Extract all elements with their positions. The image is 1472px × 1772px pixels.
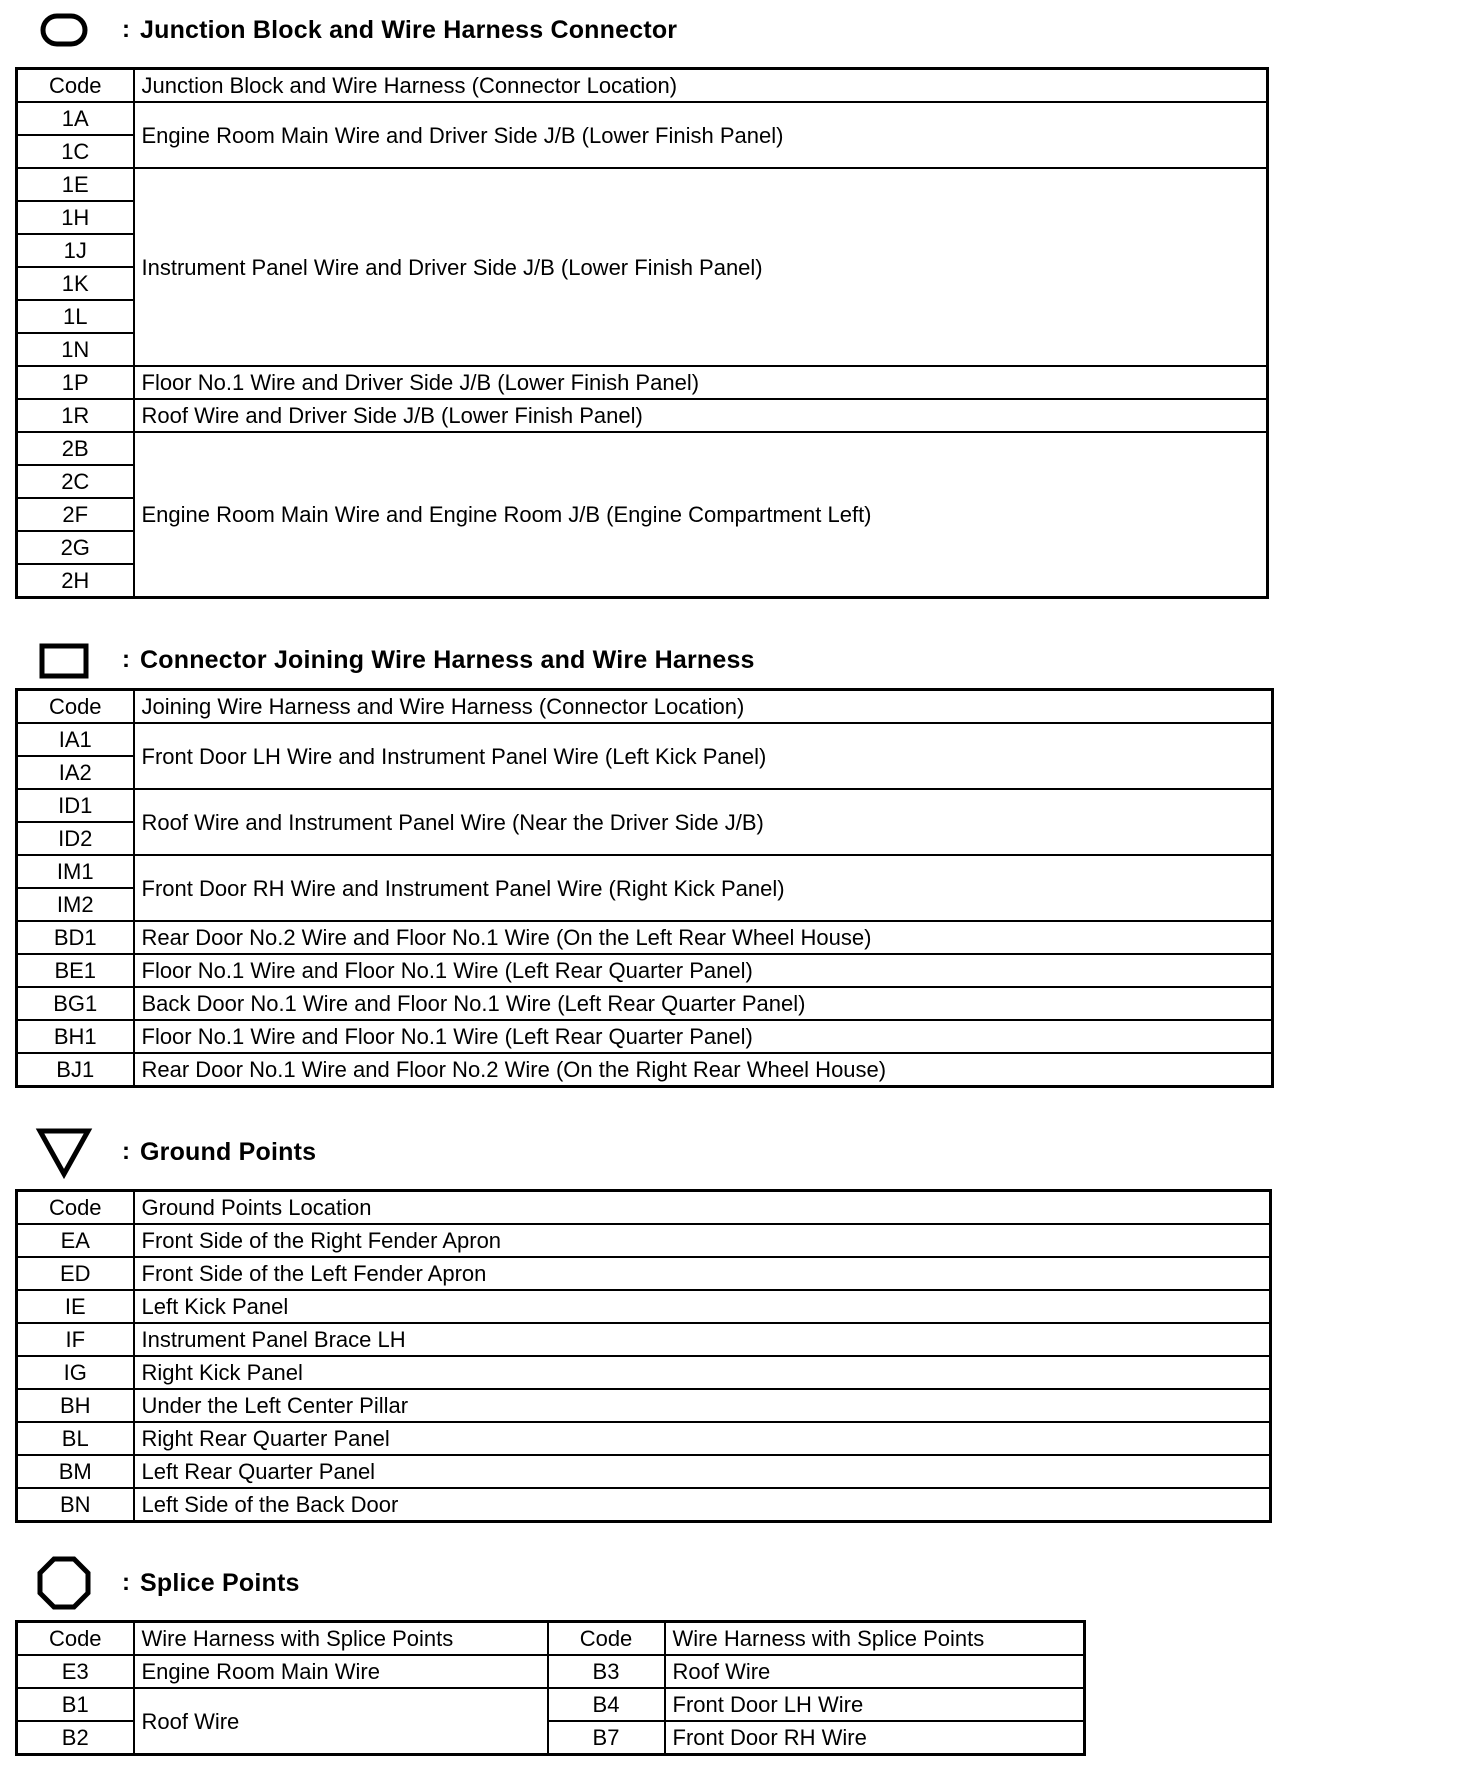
- code-cell: 2C: [17, 465, 134, 498]
- table-row: [17, 432, 1268, 465]
- location-cell: Right Kick Panel: [134, 1356, 1271, 1389]
- table-row: [17, 1655, 1085, 1688]
- table-row: [17, 1455, 1271, 1488]
- table-header-row: [17, 690, 1273, 724]
- table-row: [17, 954, 1273, 987]
- table-row: [17, 1224, 1271, 1257]
- location-cell: Front Side of the Right Fender Apron: [134, 1224, 1271, 1257]
- splice-section-heading: [34, 1553, 300, 1613]
- location-cell: Floor No.1 Wire and Driver Side J/B (Lower Finish Panel): [134, 366, 1268, 399]
- table-row: [17, 1389, 1271, 1422]
- location-cell: Left Rear Quarter Panel: [134, 1455, 1271, 1488]
- code-cell: IM1: [17, 855, 134, 888]
- code-cell: 1P: [17, 366, 134, 399]
- desc-header: Wire Harness with Splice Points: [134, 1622, 548, 1656]
- wire-harness-cell: Roof Wire: [665, 1655, 1085, 1688]
- table-row: [17, 1323, 1271, 1356]
- code-cell: BL: [17, 1422, 134, 1455]
- code-cell: ID2: [17, 822, 134, 855]
- table-row: [17, 1688, 1085, 1721]
- location-cell: Rear Door No.1 Wire and Floor No.2 Wire (On the Right Rear Wheel House): [134, 1053, 1273, 1087]
- table-header-row: [17, 69, 1268, 103]
- table-row: [17, 168, 1268, 201]
- code-cell: IF: [17, 1323, 134, 1356]
- table-header-row: [17, 1622, 1085, 1656]
- code-cell: B2: [17, 1721, 134, 1755]
- location-cell: Front Side of the Left Fender Apron: [134, 1257, 1271, 1290]
- code-cell: 1N: [17, 333, 134, 366]
- code-cell: BG1: [17, 987, 134, 1020]
- code-cell: 1R: [17, 399, 134, 432]
- table-row: [17, 1290, 1271, 1323]
- table-row: [17, 1020, 1273, 1053]
- code-header: Code: [17, 1191, 134, 1225]
- table-row: [17, 855, 1273, 888]
- code-cell: BM: [17, 1455, 134, 1488]
- location-cell: Instrument Panel Wire and Driver Side J/B (Lower Finish Panel): [134, 168, 1268, 366]
- octagon-icon: [34, 1553, 94, 1613]
- table-row: [17, 723, 1273, 756]
- code-cell: B7: [548, 1721, 665, 1755]
- table-row: [17, 1257, 1271, 1290]
- location-cell: Under the Left Center Pillar: [134, 1389, 1271, 1422]
- code-header: Code: [17, 690, 134, 724]
- location-cell: Engine Room Main Wire and Driver Side J/B (Lower Finish Panel): [134, 102, 1268, 168]
- location-cell: Rear Door No.2 Wire and Floor No.1 Wire (On the Left Rear Wheel House): [134, 921, 1273, 954]
- location-cell: Front Door RH Wire and Instrument Panel Wire (Right Kick Panel): [134, 855, 1273, 921]
- inverted-triangle-icon: [34, 1122, 94, 1182]
- code-cell: 2H: [17, 564, 134, 598]
- splice-table: [15, 1620, 1086, 1756]
- table-row: [17, 1356, 1271, 1389]
- code-cell: IA1: [17, 723, 134, 756]
- location-cell: Right Rear Quarter Panel: [134, 1422, 1271, 1455]
- heading-colon: :: [122, 646, 130, 673]
- code-cell: 1E: [17, 168, 134, 201]
- code-cell: 1J: [17, 234, 134, 267]
- location-cell: Roof Wire and Driver Side J/B (Lower Finish Panel): [134, 399, 1268, 432]
- code-cell: 2B: [17, 432, 134, 465]
- code-cell: 1A: [17, 102, 134, 135]
- table-row: [17, 921, 1273, 954]
- wire-harness-cell: Engine Room Main Wire: [134, 1655, 548, 1688]
- code-cell: E3: [17, 1655, 134, 1688]
- code-header: Code: [17, 1622, 134, 1656]
- code-header: Code: [17, 69, 134, 103]
- location-cell: Roof Wire and Instrument Panel Wire (Near the Driver Side J/B): [134, 789, 1273, 855]
- wire-harness-cell: Roof Wire: [134, 1688, 548, 1755]
- rounded-rectangle-icon: [34, 0, 94, 60]
- code-cell: B4: [548, 1688, 665, 1721]
- code-cell: 2F: [17, 498, 134, 531]
- location-cell: Floor No.1 Wire and Floor No.1 Wire (Left Rear Quarter Panel): [134, 1020, 1273, 1053]
- table-row: [17, 366, 1268, 399]
- code-cell: IM2: [17, 888, 134, 921]
- code-header: Code: [548, 1622, 665, 1656]
- code-cell: ED: [17, 1257, 134, 1290]
- table-row: [17, 987, 1273, 1020]
- code-cell: BH: [17, 1389, 134, 1422]
- code-cell: B3: [548, 1655, 665, 1688]
- location-cell: Left Side of the Back Door: [134, 1488, 1271, 1522]
- table-row: [17, 399, 1268, 432]
- code-cell: B1: [17, 1688, 134, 1721]
- code-cell: 2G: [17, 531, 134, 564]
- wire-harness-cell: Front Door RH Wire: [665, 1721, 1085, 1755]
- table-row: [17, 1422, 1271, 1455]
- desc-header: Junction Block and Wire Harness (Connector Location): [134, 69, 1268, 103]
- code-cell: IA2: [17, 756, 134, 789]
- code-cell: EA: [17, 1224, 134, 1257]
- code-cell: 1L: [17, 300, 134, 333]
- desc-header: Joining Wire Harness and Wire Harness (Connector Location): [134, 690, 1273, 724]
- table-row: [17, 1053, 1273, 1087]
- connector-section-heading: [34, 630, 755, 690]
- location-cell: Engine Room Main Wire and Engine Room J/B (Engine Compartment Left): [134, 432, 1268, 598]
- heading-colon: :: [122, 16, 130, 43]
- heading-colon: :: [122, 1138, 130, 1165]
- code-cell: BN: [17, 1488, 134, 1522]
- section-title: Splice Points: [140, 1568, 300, 1597]
- code-cell: 1C: [17, 135, 134, 168]
- connector-table: [15, 688, 1274, 1088]
- wire-harness-cell: Front Door LH Wire: [665, 1688, 1085, 1721]
- section-title: Connector Joining Wire Harness and Wire Harness: [140, 645, 755, 674]
- section-title: Junction Block and Wire Harness Connector: [140, 15, 678, 44]
- rectangle-icon: [34, 630, 94, 690]
- location-cell: Front Door LH Wire and Instrument Panel Wire (Left Kick Panel): [134, 723, 1273, 789]
- code-cell: 1K: [17, 267, 134, 300]
- junction-section-heading: [34, 0, 677, 60]
- table-header-row: [17, 1191, 1271, 1225]
- table-row: [17, 789, 1273, 822]
- code-cell: ID1: [17, 789, 134, 822]
- code-cell: BD1: [17, 921, 134, 954]
- location-cell: Floor No.1 Wire and Floor No.1 Wire (Left Rear Quarter Panel): [134, 954, 1273, 987]
- table-row: [17, 102, 1268, 135]
- desc-header: Ground Points Location: [134, 1191, 1271, 1225]
- ground-section-heading: [34, 1122, 316, 1182]
- junction-table: [15, 67, 1269, 599]
- table-row: [17, 1488, 1271, 1522]
- code-cell: BJ1: [17, 1053, 134, 1087]
- location-cell: Instrument Panel Brace LH: [134, 1323, 1271, 1356]
- code-cell: BE1: [17, 954, 134, 987]
- location-cell: Back Door No.1 Wire and Floor No.1 Wire (Left Rear Quarter Panel): [134, 987, 1273, 1020]
- section-title: Ground Points: [140, 1137, 317, 1166]
- code-cell: IG: [17, 1356, 134, 1389]
- code-cell: BH1: [17, 1020, 134, 1053]
- heading-colon: :: [122, 1569, 130, 1596]
- ground-table: [15, 1189, 1272, 1523]
- code-cell: 1H: [17, 201, 134, 234]
- location-cell: Left Kick Panel: [134, 1290, 1271, 1323]
- code-cell: IE: [17, 1290, 134, 1323]
- desc-header: Wire Harness with Splice Points: [665, 1622, 1085, 1656]
